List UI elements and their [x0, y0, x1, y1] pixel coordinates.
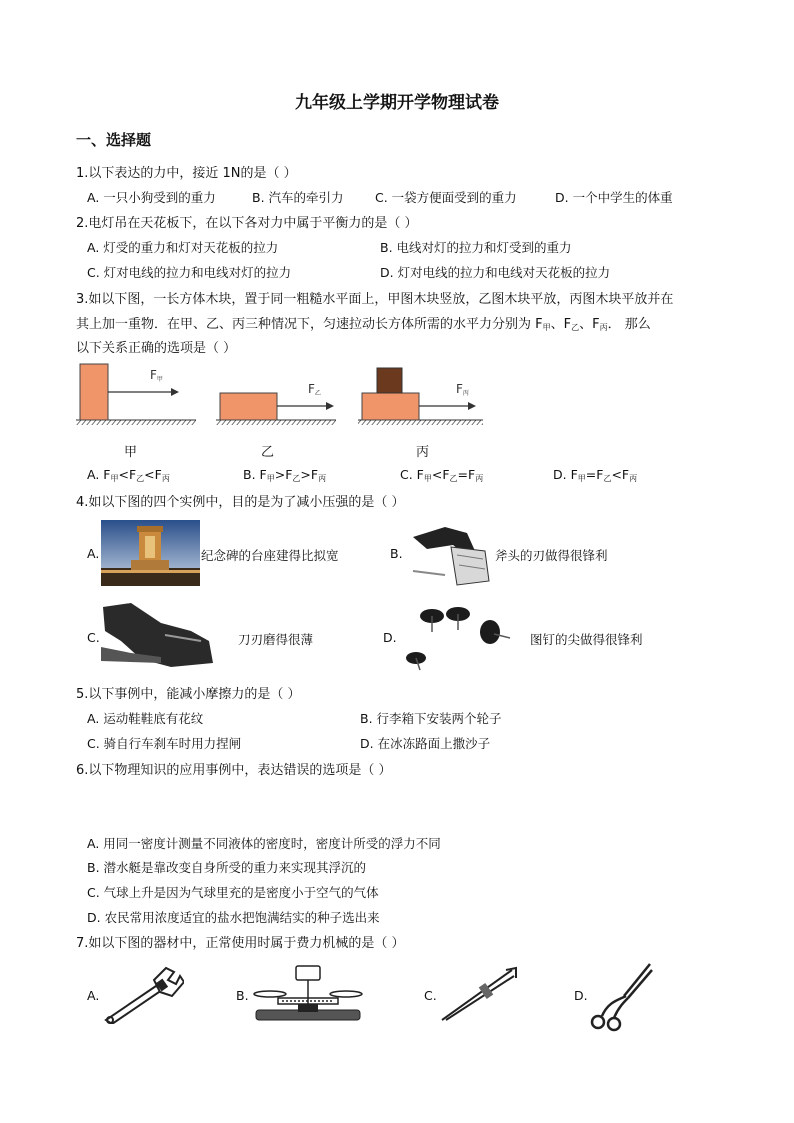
arrowhead-jia — [171, 388, 179, 396]
q3-option-d[interactable]: D. $F_甲=F_乙<F_丙$ — [553, 467, 638, 483]
question-3-stem-line1: 3.如以下图，一长方体木块，置于同一粗糙水平面上，甲图木块竖放，乙图木块平放，丙图木块平放并在 — [76, 292, 674, 307]
arrowhead-yi — [326, 402, 334, 410]
q1-option-a[interactable]: A. 一只小狗受到的重力 — [87, 190, 216, 205]
weight-block — [377, 368, 402, 393]
q7-option-d-letter[interactable]: D. — [574, 988, 588, 1003]
q1-option-d[interactable]: D. 一个中学生的体重 — [555, 190, 673, 205]
question-3-stem-line3: 以下关系正确的选项是（ ） — [76, 341, 237, 356]
question-6-stem: 6.以下物理知识的应用事例中，表达错误的选项是（ ） — [76, 763, 392, 778]
q4-option-c-letter[interactable]: C. — [87, 630, 100, 645]
ground-hatch-yi — [216, 420, 336, 425]
q4-caption-c: 刀刃磨得很薄 — [238, 632, 314, 647]
scissors-icon[interactable] — [588, 962, 654, 1032]
q7-option-a-letter[interactable]: A. — [87, 988, 100, 1003]
q6-option-c[interactable]: C. 气球上升是因为气球里充的是密度小于空气的气体 — [87, 885, 379, 900]
question-2-stem: 2.电灯吊在天花板下，在以下各对力中属于平衡力的是（ ） — [76, 216, 418, 231]
question-3-stem-line2: 其上加一重物．在甲、乙、丙三种情况下，匀速拉动长方体所需的水平力分别为 $F_甲$、$F_乙$、$F_丙$． 那么 — [76, 317, 651, 332]
balance-scale-icon[interactable] — [252, 964, 364, 1026]
q4-caption-b: 斧头的刃做得很锋利 — [495, 548, 608, 563]
q6-option-d[interactable]: D. 农民常用浓度适宜的盐水把饱满结实的种子选出来 — [87, 910, 380, 925]
question-7-stem: 7.如以下图的器材中，正常使用时属于费力机械的是（ ） — [76, 936, 405, 951]
q4-caption-d: 图钉的尖做得很锋利 — [530, 632, 643, 647]
q4-option-d-letter[interactable]: D. — [383, 630, 397, 645]
question-4-stem: 4.如以下图的四个实例中，目的是为了减小压强的是（ ） — [76, 495, 405, 510]
section-heading: 一、选择题 — [76, 131, 152, 149]
q2-option-d[interactable]: D. 灯对电线的拉力和电线对天花板的拉力 — [380, 265, 611, 280]
fig-label-jia: 甲 — [124, 445, 138, 460]
q3-figure — [76, 360, 496, 430]
q7-option-c-letter[interactable]: C. — [424, 988, 437, 1003]
fig-label-yi: 乙 — [261, 445, 275, 460]
q4-caption-a: 纪念碑的台座建得比拟宽 — [201, 548, 339, 563]
q2-option-a[interactable]: A. 灯受的重力和灯对天花板的拉力 — [87, 240, 279, 255]
q5-option-c[interactable]: C. 骑自行车刹车时用力捏闸 — [87, 736, 242, 751]
q3-option-c[interactable]: C. $F_甲<F_乙=F_丙$ — [400, 467, 484, 483]
q1-option-c[interactable]: C. 一袋方便面受到的重力 — [375, 190, 517, 205]
q6-option-b[interactable]: B. 潜水艇是靠改变自身所受的重力来实现其浮沉的 — [87, 860, 367, 875]
page-title: 九年级上学期开学物理试卷 — [295, 93, 499, 113]
q5-option-d[interactable]: D. 在冰冻路面上撒沙子 — [360, 736, 491, 751]
force-label-bing: F丙 — [456, 382, 469, 397]
arrowhead-bing — [468, 402, 476, 410]
monument-image[interactable] — [101, 520, 200, 586]
q2-option-c[interactable]: C. 灯对电线的拉力和电线对灯的拉力 — [87, 265, 292, 280]
q4-option-b-letter[interactable]: B. — [390, 546, 403, 561]
fig-label-bing: 丙 — [416, 445, 430, 460]
tweezers-icon[interactable] — [438, 964, 518, 1022]
q3-option-b[interactable]: B. $F_甲>F_乙>F_丙$ — [243, 467, 327, 483]
question-1-stem: 1.以下表达的力中，接近 1N的是（ ） — [76, 166, 297, 181]
q5-option-a[interactable]: A. 运动鞋鞋底有花纹 — [87, 711, 204, 726]
wrench-icon[interactable] — [100, 962, 184, 1024]
q4-option-a-letter[interactable]: A. — [87, 546, 100, 561]
ground-hatch-jia — [76, 420, 196, 425]
axe-image[interactable] — [405, 521, 495, 587]
block-flat-loaded — [362, 393, 419, 420]
q6-option-a[interactable]: A. 用同一密度计测量不同液体的密度时，密度计所受的浮力不同 — [87, 836, 441, 851]
block-flat — [220, 393, 277, 420]
knife-sharpening-image[interactable] — [101, 601, 221, 671]
force-label-jia: F甲 — [150, 368, 163, 383]
q3-option-a[interactable]: A. $F_甲<F_乙<F_丙$ — [87, 467, 170, 483]
block-upright — [80, 364, 108, 420]
question-5-stem: 5.以下事例中，能减小摩擦力的是（ ） — [76, 687, 301, 702]
thumbtack-image[interactable] — [398, 598, 520, 674]
force-label-yi: F乙 — [308, 382, 321, 397]
q7-option-b-letter[interactable]: B. — [236, 988, 249, 1003]
q5-option-b[interactable]: B. 行李箱下安装两个轮子 — [360, 711, 502, 726]
q2-option-b[interactable]: B. 电线对灯的拉力和灯受到的重力 — [380, 240, 572, 255]
ground-hatch-bing — [358, 420, 483, 425]
q1-option-b[interactable]: B. 汽车的牵引力 — [252, 190, 344, 205]
